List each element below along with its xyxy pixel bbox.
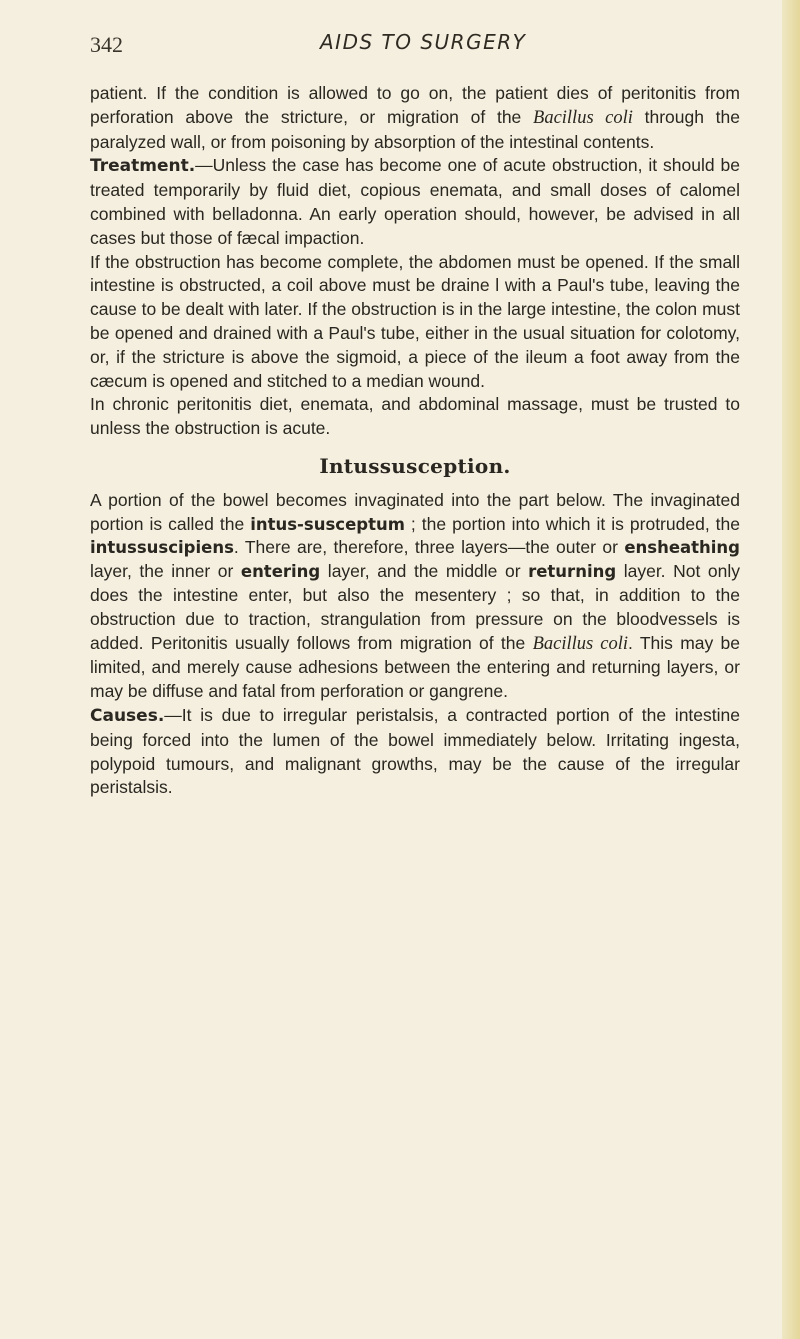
- page-body: [90, 82, 740, 800]
- paragraph-treatment: [90, 154, 740, 250]
- text: —It is due to irregular peristalsis, a contracted portion of the intestine being forced into the lumen of the bowel immediately below. Irritating ingesta, polypoid tumours, and malignant growths, may be the cause of the irregular peristalsis.: [90, 704, 740, 798]
- paragraph-chronic: [90, 393, 740, 441]
- text: ; the portion into which it is protruded, the: [404, 513, 740, 534]
- text: patient. If the condition is allowed to go on, the patient dies of peritonitis from perforation above the stricture, or migration of the: [90, 83, 740, 127]
- running-title: AIDS TO SURGERY: [320, 30, 527, 54]
- italic-term: Bacillus coli: [533, 107, 633, 128]
- text: through the paralyzed wall, or from poisoning by absorption of the intestinal contents.: [90, 106, 741, 152]
- page-edge: [782, 0, 800, 1339]
- paragraph-intussusception: [90, 489, 740, 704]
- term-ensheathing: ensheathing: [624, 538, 740, 558]
- text: A portion of the bowel becomes invaginated into the part below. The invaginated portion is called the: [90, 489, 740, 534]
- section-heading: Intussusception.: [319, 453, 511, 478]
- paragraph-intro: [90, 82, 740, 154]
- term-entering: entering: [240, 562, 321, 582]
- text: If the obstruction has become complete, the abdomen must be opened. If the small intestine is obstructed, a coil above must be draine l with a Paul's tube, leaving the cause to be dealt with later. If the obstruction is in the large intestine, the colon must be opened and drained with a Paul's tube, either in the usual situation for colotomy, or, if the stricture is above the sigmoid, a piece of the ileum a foot away from the cæcum is opened and stitched to a median wound.: [90, 251, 740, 391]
- text: layer, and the middle or: [320, 561, 529, 582]
- term-intussuscipiens: intussuscipiens: [90, 538, 234, 558]
- text: layer. Not only does the intestine enter, but also the mesentery ; so that, in addition to the obstruction due to traction, strangulation from pressure on the bloodvessels is added. Peritonitis usually follows from migration of the: [90, 561, 741, 653]
- paragraph-obstruction: [90, 251, 740, 394]
- page-number: 342: [90, 32, 123, 57]
- text: In chronic peritonitis diet, enemata, and abdominal massage, must be trusted to unless the obstruction is acute.: [90, 394, 740, 439]
- paragraph-causes: [90, 704, 740, 800]
- term-returning: returning: [528, 562, 617, 582]
- text: layer, the inner or: [90, 561, 241, 582]
- italic-term: Bacillus coli: [532, 633, 628, 654]
- text: . This may be limited, and merely cause adhesions between the entering and returning layers, or may be diffuse and fatal from perforation or gangrene.: [90, 632, 741, 702]
- term-intussusceptum: intus-susceptum: [250, 514, 405, 534]
- run-in-heading-treatment: Treatment.: [90, 156, 196, 177]
- text: —Unless the case has become one of acute obstruction, it should be treated temporarily by fluid diet, copious enemata, and small doses of calomel combined with belladonna. An early operation should, however, be advised in all cases but those of fæcal impaction.: [90, 155, 740, 248]
- page-header: [90, 28, 740, 62]
- run-in-heading-causes: Causes.: [90, 705, 165, 726]
- text: . There are, therefore, three layers—the outer or: [233, 537, 625, 558]
